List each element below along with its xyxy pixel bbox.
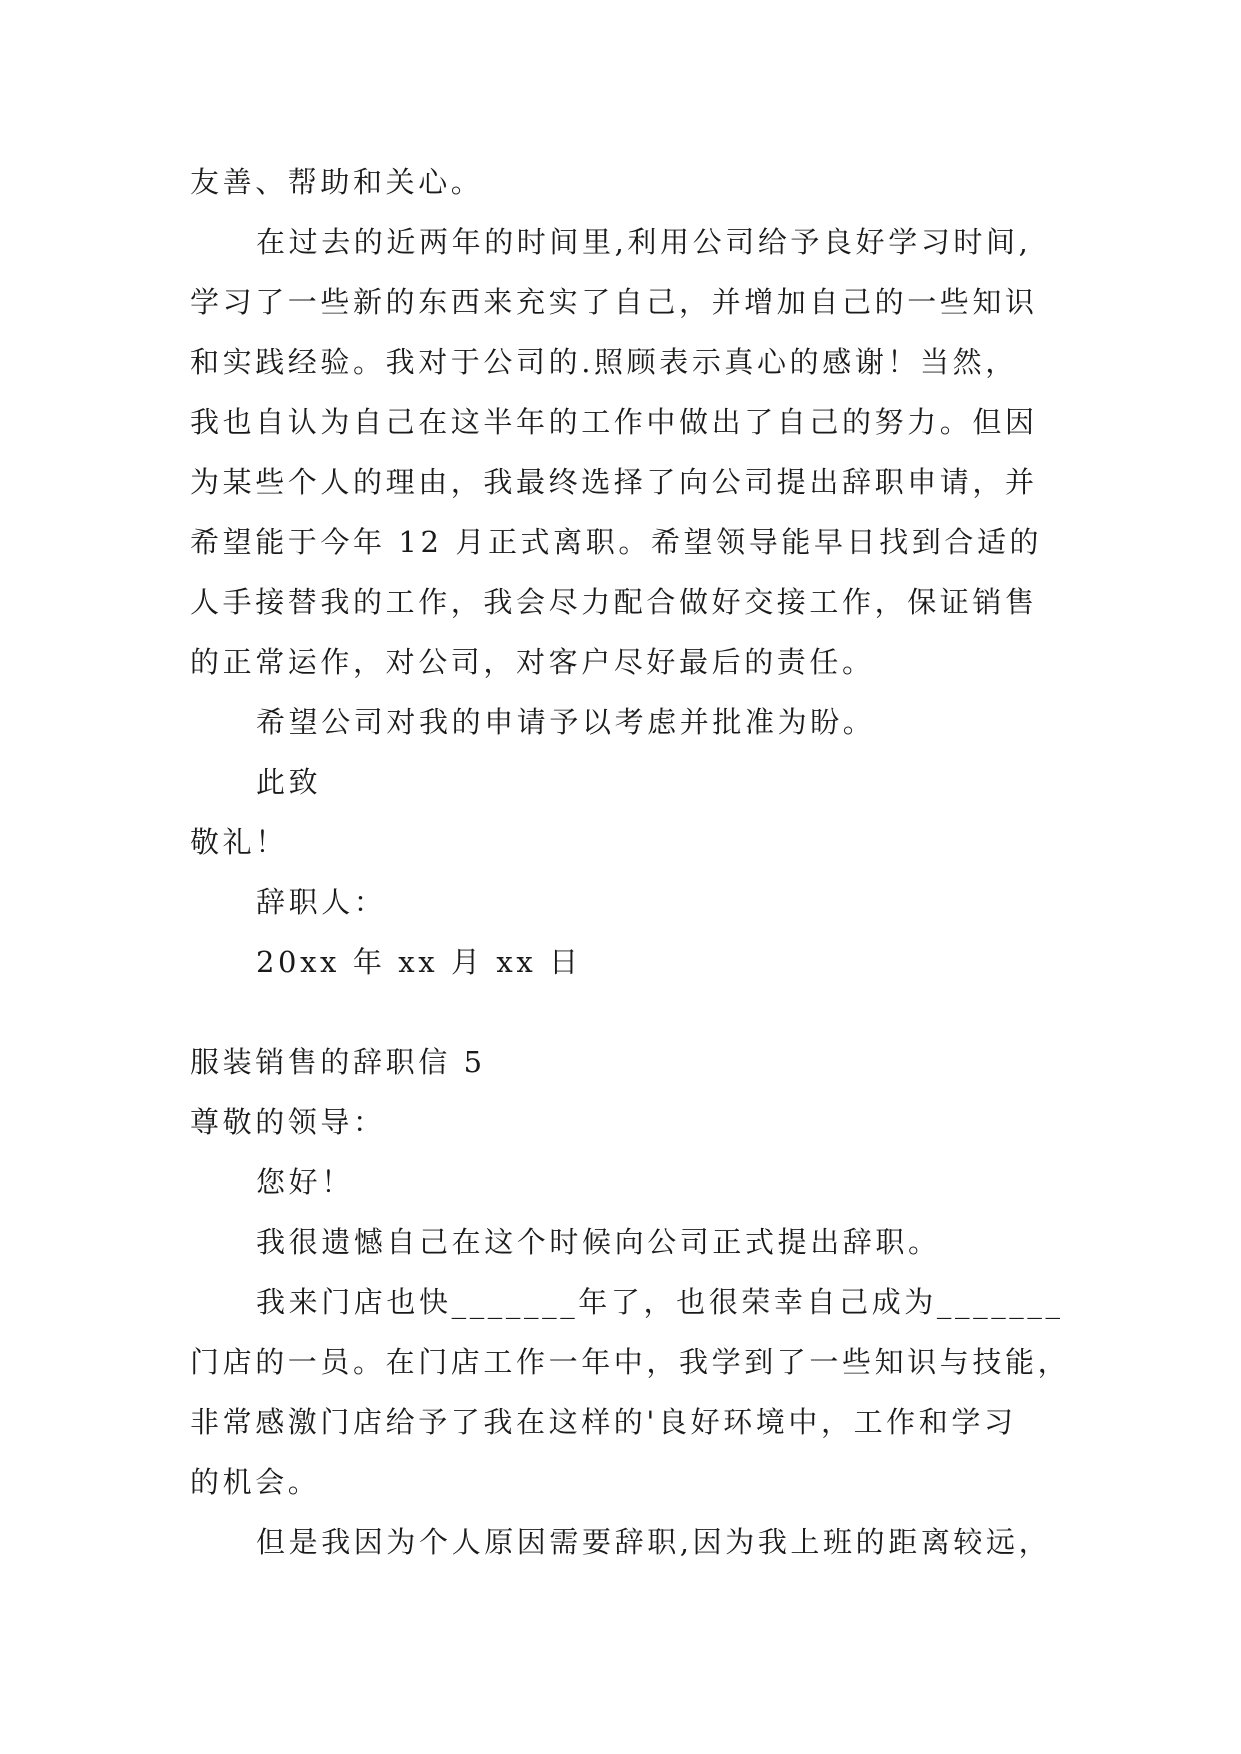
text-line: 希望能于今年 12 月正式离职。希望领导能早日找到合适的 [190, 525, 1043, 559]
section-title: 服装销售的辞职信 5 [190, 1045, 486, 1079]
text-line: 门店的一员。在门店工作一年中，我学到了一些知识与技能， [190, 1345, 1071, 1379]
text-line: 人手接替我的工作，我会尽力配合做好交接工作，保证销售 [190, 585, 1038, 619]
text-line: 我也自认为自己在这半年的工作中做出了自己的努力。但因 [190, 405, 1038, 439]
closing-line: 此致 [256, 765, 322, 799]
date-line: 20xx 年 xx 月 xx 日 [256, 945, 582, 979]
text-line: 但是我因为个人原因需要辞职,因为我上班的距离较远， [256, 1525, 1052, 1559]
text-line: 的机会。 [190, 1465, 321, 1499]
text-line: 学习了一些新的东西来充实了自己，并增加自己的一些知识 [190, 285, 1038, 319]
signature-label: 辞职人： [256, 885, 387, 919]
text-line: 为某些个人的理由，我最终选择了向公司提出辞职申请，并 [190, 465, 1038, 499]
text-line: 我来门店也快_______年了，也很荣幸自己成为_______ [256, 1285, 1064, 1319]
text-line: 和实践经验。我对于公司的.照顾表示真心的感谢！当然， [190, 345, 1018, 379]
greeting: 您好！ [256, 1165, 354, 1199]
salutation-closing: 敬礼！ [190, 825, 288, 859]
text-line: 在过去的近两年的时间里,利用公司给予良好学习时间, [256, 225, 1032, 259]
text-line: 的正常运作，对公司，对客户尽好最后的责任。 [190, 645, 875, 679]
text-line: 希望公司对我的申请予以考虑并批准为盼。 [256, 705, 876, 739]
text-line: 友善、帮助和关心。 [190, 165, 484, 199]
text-line: 我很遗憾自己在这个时候向公司正式提出辞职。 [256, 1225, 941, 1259]
salutation: 尊敬的领导： [190, 1105, 386, 1139]
text-line: 非常感激门店给予了我在这样的'良好环境中，工作和学习 [190, 1405, 1017, 1439]
